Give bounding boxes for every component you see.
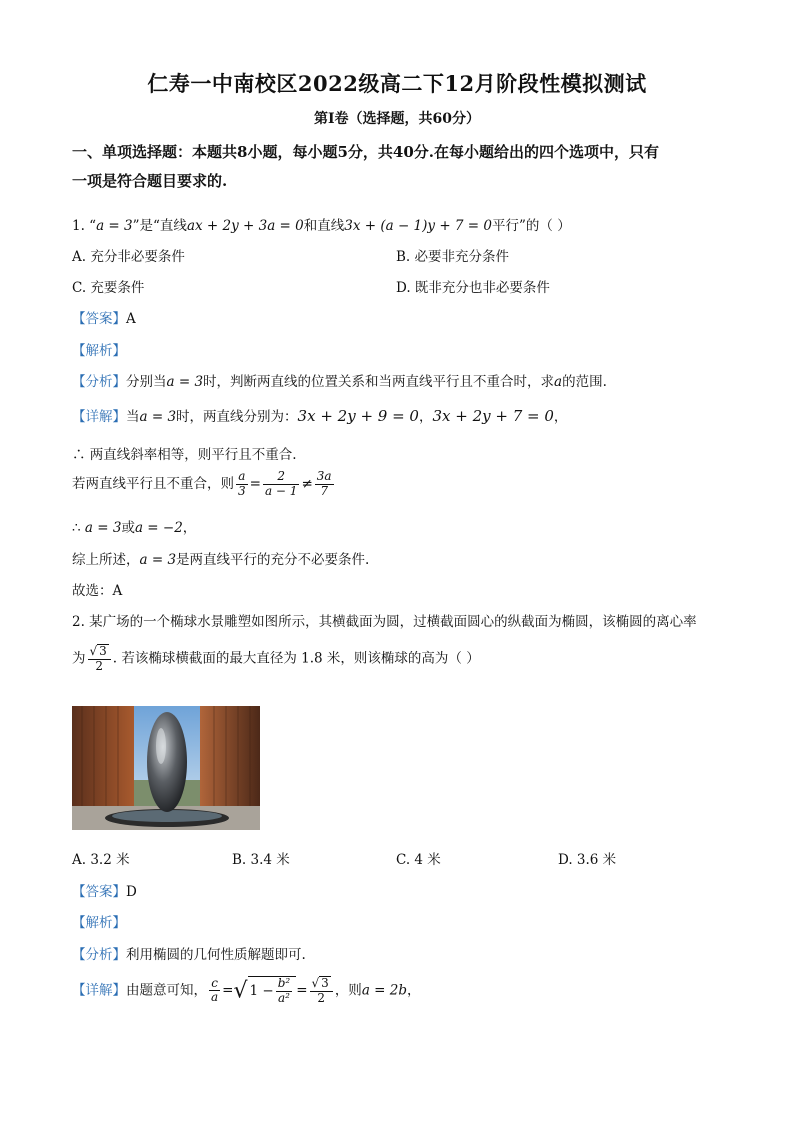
sculpture-photo — [72, 706, 260, 830]
q2-option-d: D. 3.6 米 — [558, 852, 617, 868]
fenxi-text: 分别当 — [126, 374, 167, 390]
not-equal-sign: ≠ — [301, 475, 313, 492]
q1-option-d: D. 既非充分也非必要条件 — [396, 280, 550, 296]
q1-stem — [72, 214, 571, 234]
step-text: ， — [182, 520, 197, 536]
detail-equation: 3x + 2y + 9 = 0 — [297, 407, 419, 425]
radicand-text: 1 − — [249, 982, 274, 999]
equals-sign: = — [249, 475, 261, 492]
q2-option-b: B. 3.4 米 — [232, 852, 290, 868]
q2-option-a: A. 3.2 米 — [72, 852, 130, 868]
q1-choose: 故选：A — [72, 583, 123, 599]
section-heading-cont: 一项是符合题目要求的. — [72, 172, 228, 190]
detail-math: a = 3 — [139, 409, 177, 425]
answer-tag: 【答案】 — [72, 884, 126, 900]
stem-text: . 若该椭球横截面的最大直径为 1.8 米，则该椭球的高为（ ） — [112, 650, 480, 667]
step-math: a = 3 — [139, 552, 177, 568]
radicand — [248, 976, 297, 1006]
denominator: 2 — [95, 658, 103, 673]
q2-detail — [72, 976, 421, 1006]
denominator: 3 — [238, 483, 246, 498]
step-text: 或 — [121, 520, 135, 536]
detail-text: 由题意可知， — [126, 982, 207, 999]
equals-sign: = — [296, 982, 308, 999]
q1-line1-equation: ax + 2y + 3a = 0 — [186, 218, 304, 234]
answer-value: A — [126, 311, 136, 327]
q1-step5 — [72, 548, 369, 568]
fraction — [236, 470, 248, 499]
denominator: 7 — [320, 483, 328, 498]
denominator: 2 — [317, 990, 325, 1005]
q1-step4 — [72, 516, 196, 536]
fenxi-tag: 【分析】 — [72, 374, 126, 390]
detail-tag: 【详解】 — [72, 409, 126, 425]
numerator: 3a — [316, 469, 332, 483]
fenxi-tag: 【分析】 — [72, 947, 126, 963]
detail-text: ， — [418, 409, 433, 425]
detail-math: a = 2b — [361, 982, 407, 999]
q1-option-c: C. 充要条件 — [72, 280, 145, 296]
q2-option-c: C. 4 米 — [396, 852, 441, 868]
q1-step3 — [72, 470, 336, 499]
q1-stem-part: 和直线 — [303, 218, 345, 234]
page-title: 仁寿一中南校区2022级高二下12月阶段性模拟测试 — [147, 71, 647, 96]
detail-text: ，则 — [334, 982, 362, 999]
detail-text: 时，两直线分别为： — [176, 409, 298, 425]
detail-text: 当 — [126, 409, 140, 425]
step-text: ∴ — [72, 520, 85, 536]
q1-stem-part: ”是“直线 — [132, 218, 187, 234]
section-heading: 一、单项选择题：本题共8小题，每小题5分，共40分.在每小题给出的四个选项中，只有 — [72, 143, 659, 161]
detail-text: ， — [407, 982, 421, 999]
fenxi-math: a — [554, 374, 563, 390]
answer-tag: 【答案】 — [72, 311, 126, 327]
step-math: a = 3 — [84, 520, 122, 536]
q2-fenxi — [72, 943, 306, 963]
stem-text: 为 — [72, 650, 86, 667]
answer-value: D — [126, 884, 137, 900]
fenxi-text: 利用椭圆的几何性质解题即可. — [126, 947, 306, 963]
denominator: a − 1 — [264, 483, 298, 498]
q1-condition: a = 3 — [96, 218, 133, 234]
fenxi-text: 时，判断两直线的位置关系和当两直线平行且不重合时，求 — [203, 374, 555, 390]
fraction — [315, 470, 334, 499]
numerator: √ 3 — [88, 644, 111, 660]
numerator: c — [209, 977, 220, 992]
step-text: 是两直线平行的充分不必要条件. — [176, 552, 370, 568]
numerator: √ 3 — [310, 976, 333, 992]
detail-equation: 3x + 2y + 7 = 0 — [432, 407, 554, 425]
numerator: b² — [277, 976, 291, 990]
q2-stem-cont — [72, 644, 480, 674]
q1-analysis-tag: 【解析】 — [72, 343, 126, 359]
step-text: 综上所述， — [72, 552, 140, 568]
detail-text: ， — [553, 409, 568, 425]
fraction — [276, 977, 293, 1006]
q2-answer — [72, 880, 137, 900]
detail-tag: 【详解】 — [72, 982, 126, 999]
eccentricity-fraction — [88, 644, 111, 674]
q2-stem: 2. 某广场的一个椭球水景雕塑如图所示，其横截面为圆，过横截面圆心的纵截面为椭圆，该椭圆的离心率 — [72, 614, 697, 630]
equals-sign: = — [222, 982, 234, 999]
page-subtitle: 第Ⅰ卷（选择题，共60分） — [313, 111, 481, 127]
numerator: 2 — [263, 470, 299, 485]
radicand: 3 — [99, 644, 107, 658]
fraction — [310, 976, 333, 1006]
step-text: 若两直线平行且不重合，则 — [72, 475, 234, 492]
q1-option-b: B. 必要非充分条件 — [396, 249, 510, 265]
denominator: a — [211, 990, 219, 1005]
q1-stem-part: 1. “ — [72, 218, 97, 234]
step-math: a = −2 — [134, 520, 183, 536]
radicand: 3 — [321, 976, 329, 990]
fraction — [209, 977, 220, 1006]
fenxi-text: 的范围. — [562, 374, 607, 390]
q2-analysis-tag: 【解析】 — [72, 915, 126, 931]
fraction — [263, 470, 299, 499]
sqrt-icon: √ — [233, 978, 248, 1004]
q1-stem-part: 平行”的（ ） — [492, 218, 571, 234]
numerator: a — [236, 470, 248, 485]
q1-option-a: A. 充分非必要条件 — [72, 249, 185, 265]
q1-fenxi — [72, 370, 607, 390]
q1-detail — [72, 405, 567, 425]
fenxi-math: a = 3 — [166, 374, 204, 390]
q1-step2: ∴ 两直线斜率相等，则平行且不重合. — [72, 447, 297, 463]
denominator: a² — [277, 990, 290, 1005]
q1-line2-equation: 3x + (a − 1)y + 7 = 0 — [344, 218, 492, 234]
q1-answer — [72, 307, 136, 327]
